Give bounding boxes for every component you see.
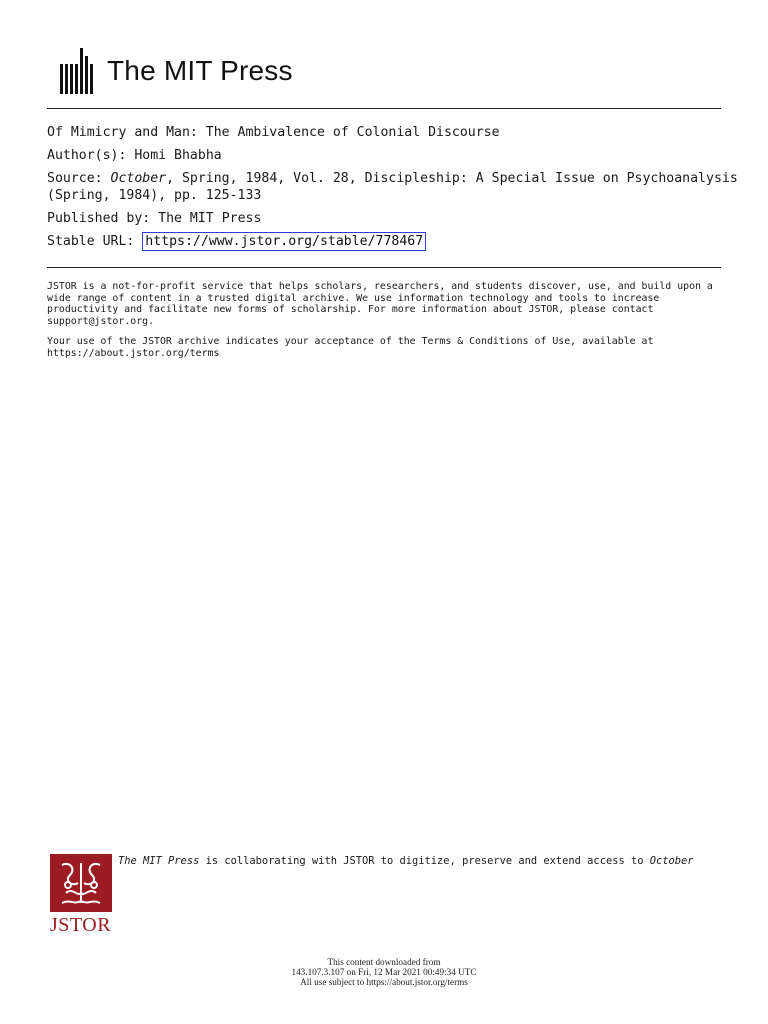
source-line-2: (Spring, 1984), pp. 125-133 bbox=[47, 188, 262, 203]
author-name: Homi Bhabha bbox=[134, 148, 222, 163]
footer-line-1: This content downloaded from bbox=[327, 957, 441, 967]
notice-paragraph-1: JSTOR is a not-for-profit service that helps scholars, researchers, and students discover, use, and build upon a wide range of content in a trusted digital archive. We use information technology and tools to increase productivity and facilitate new forms of scholarship. For more information about JSTOR, please contact support@jstor.org. bbox=[47, 281, 713, 327]
collaboration-line bbox=[118, 855, 694, 867]
stable-url-label: Stable URL: bbox=[47, 234, 135, 249]
collab-publisher: The MIT Press bbox=[118, 855, 200, 867]
notice-paragraph-2: Your use of the JSTOR archive indicates your acceptance of the Terms & Conditions of Use, available at https://about.jstor.org/terms bbox=[47, 336, 654, 359]
barcode-logo-icon bbox=[60, 48, 95, 94]
stable-url-line bbox=[47, 233, 727, 250]
middle-divider bbox=[47, 267, 721, 268]
jstor-emblem-icon bbox=[50, 854, 112, 912]
publisher-value: The MIT Press bbox=[158, 211, 262, 226]
footer-line-3: All use subject to https://about.jstor.org/terms bbox=[300, 977, 468, 987]
source-line bbox=[47, 170, 738, 187]
jstor-logo bbox=[50, 854, 114, 937]
source-journal: October bbox=[110, 171, 167, 186]
author-line bbox=[47, 147, 727, 164]
source-label: Source: bbox=[47, 171, 103, 186]
jstor-wordmark: JSTOR bbox=[50, 914, 112, 936]
article-title: Of Mimicry and Man: The Ambivalence of Colonial Discourse bbox=[47, 125, 500, 140]
top-divider bbox=[47, 108, 721, 109]
publisher-logo-text: The MIT Press bbox=[107, 55, 293, 86]
footer-line-2: 143.107.3.107 on Fri, 12 Mar 2021 00:49:34 UTC bbox=[291, 967, 477, 977]
stable-url-link[interactable]: https://www.jstor.org/stable/778467 bbox=[142, 232, 426, 251]
collab-text: is collaborating with JSTOR to digitize, preserve and extend access to bbox=[199, 855, 650, 867]
jstor-notice bbox=[47, 281, 723, 368]
published-by-line bbox=[47, 210, 727, 227]
download-footer bbox=[0, 957, 768, 987]
author-label: Author(s): bbox=[47, 148, 127, 163]
source-details: , Spring, 1984, Vol. 28, Discipleship: A Special Issue on Psychoanalysis bbox=[166, 171, 738, 186]
published-label: Published by: bbox=[47, 211, 151, 226]
citation-block bbox=[47, 124, 738, 250]
mit-press-logo bbox=[60, 48, 293, 94]
collab-journal: October bbox=[649, 855, 694, 867]
